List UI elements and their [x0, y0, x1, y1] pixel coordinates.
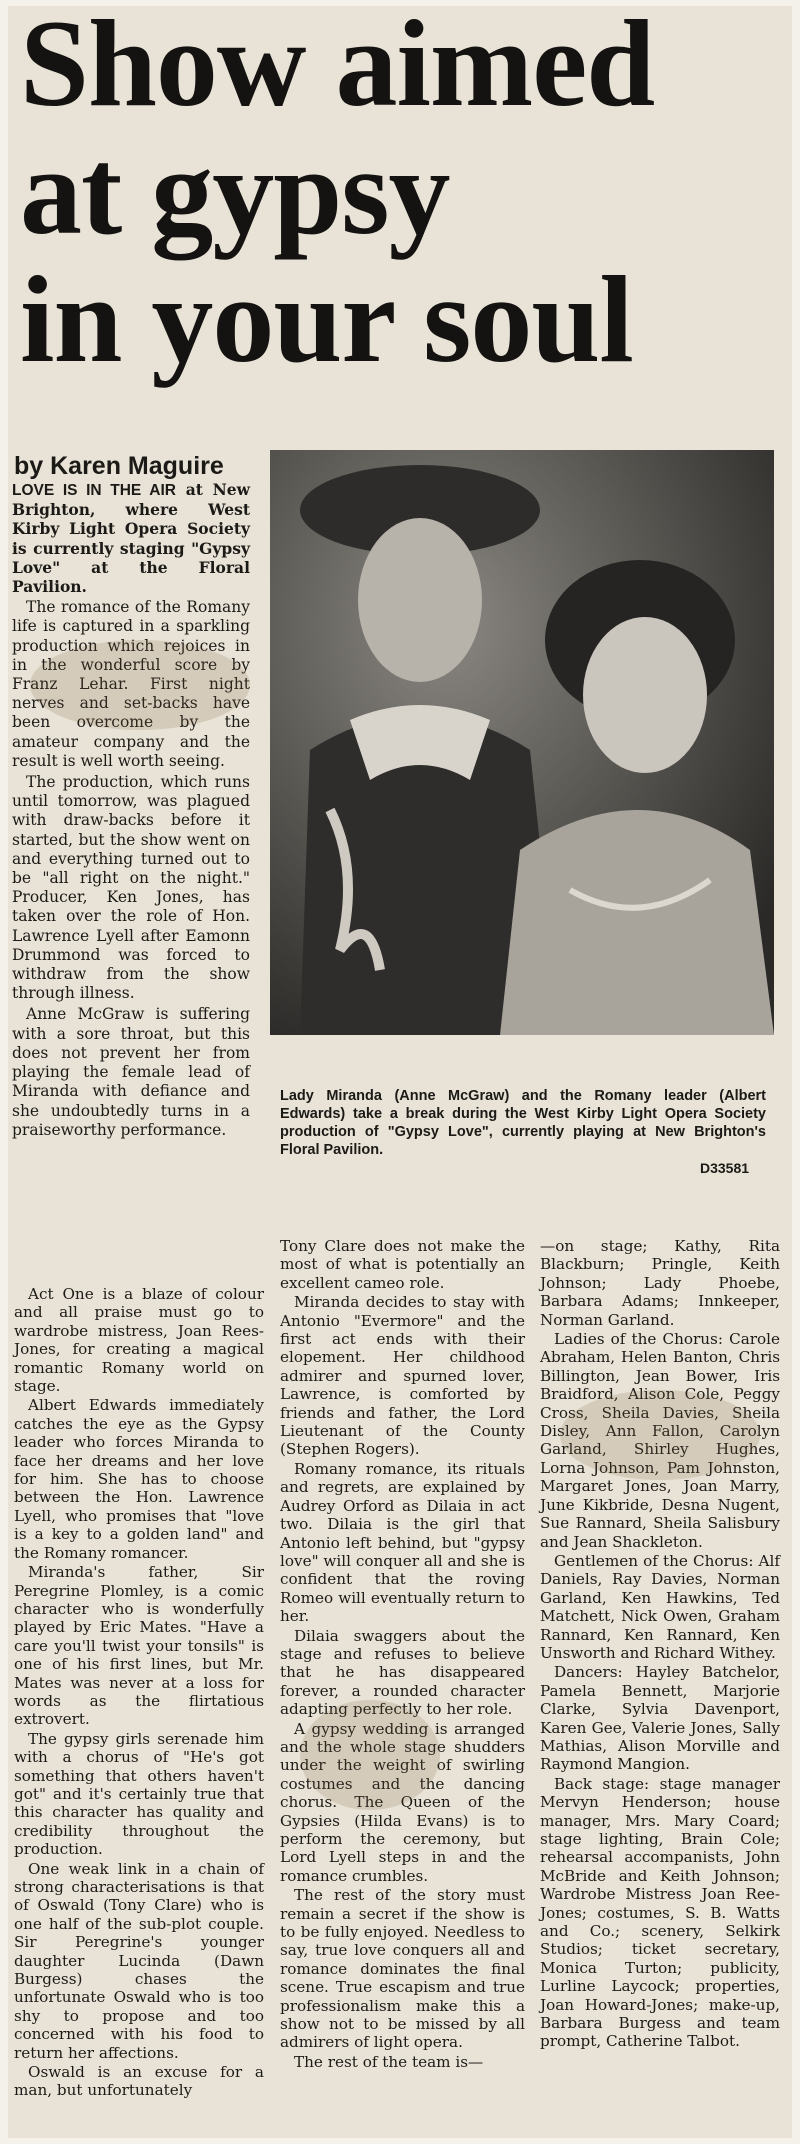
body-paragraph: Romany romance, its rituals and regrets, are explained by Audrey Orford as Dilaia in act two. Dilaia is the girl that Antonio left behind, but "gypsy love" will conquer all and she is confident that the roving Romeo will eventually return to her.: [280, 1459, 525, 1626]
body-paragraph: Miranda decides to stay with Antonio "Evermore" and the first act ends with their elopement. Her childhood admirer and spurned lover, Lawrence, is comforted by friends and father, the Lord Lieutenant of the County (Stephen Rogers).: [280, 1293, 525, 1459]
photo-reference: D33581: [700, 1160, 750, 1176]
headline-line-3: in your soul: [20, 251, 633, 388]
byline: by Karen Maguire: [14, 452, 224, 480]
gentlemen-chorus-list: Gentlemen of the Chorus: Alf Daniels, Ray Davies, Norman Garland, Ken Hawkins, Ted Matchett, Nick Owen, Graham Rannard, Ken Rannard, Ken Unsworth and Richard Withey.: [540, 1551, 780, 1662]
body-paragraph: The rest of the team is—: [294, 2052, 484, 2071]
body-paragraph: Oswald is an excuse for a man, but unfortunately: [14, 2063, 264, 2100]
lead-paragraph: [12, 480, 250, 596]
press-photo: [270, 450, 774, 1035]
photo-illustration: [270, 450, 774, 1035]
cast-list: —on stage; Kathy, Rita Blackburn; Pringle, Keith Johnson; Lady Phoebe, Barbara Adams; Innkeeper, Norman Garland.: [540, 1237, 780, 1329]
headline-line-1: Show aimed: [20, 0, 655, 132]
intro-paragraph: Anne McGraw is suffering with a sore throat, but this does not prevent her from playing the female lead of Miranda with defiance and she undoubtedly turns in a praiseworthy performance.: [12, 1005, 250, 1139]
body-paragraph: The gypsy girls serenade him with a chorus of "He's got something that others haven't got" and it's certainly true that this character has quality and credibility throughout the production.: [14, 1729, 264, 1859]
headline-line-2: at gypsy: [20, 123, 450, 260]
body-paragraph: Tony Clare does not make the most of what is potentially an excellent cameo role.: [280, 1237, 525, 1292]
body-column-3: [540, 1237, 780, 2052]
headline: [20, 0, 785, 388]
ladies-chorus-list: Ladies of the Chorus: Carole Abraham, Helen Banton, Chris Billington, Jean Bower, Iris Braidford, Alison Cole, Peggy Cross, Sheila Davies, Sheila Disley, Ann Fallon, Carolyn Garland, Shirley Hughes, Lorna Johnson, Pam Johnston, Margaret Jones, Joan Marry, June Kikbride, Desna Nugent, Sue Rannard, Sheila Salisbury and Jean Shackleton.: [540, 1330, 780, 1551]
body-column-1: [14, 1285, 264, 2101]
body-paragraph: Albert Edwards immediately catches the eye as the Gypsy leader who forces Miranda to face her dreams and her love for him. She has to choose between the Hon. Lawrence Lyell, who promises that "love is a key to a golden land" and the Romany romancer.: [14, 1396, 264, 1562]
intro-column: [12, 480, 250, 1142]
intro-paragraph: The production, which runs until tomorrow, was plagued with draw-backs before it started, but the show went on and everything turned out to be "all right on the night." Producer, Ken Jones, has taken over the role of Hon. Lawrence Lyell after Eamonn Drummond was forced to withdraw from the show through illness.: [12, 773, 250, 1003]
lead-rest: at New Brighton, where West Kirby Light Opera Society is currently staging "Gypsy Love" at the Floral Pavilion.: [12, 480, 250, 597]
body-paragraph: Act One is a blaze of colour and all praise must go to wardrobe mistress, Joan Rees-Jones, for creating a magical romantic Romany world on stage.: [14, 1285, 264, 1396]
backstage-list: Back stage: stage manager Mervyn Henderson; house manager, Mrs. Mary Coard; stage lighting, Brain Cole; rehearsal accompanists, John McBride and Keith Johnson; Wardrobe Mistress Joan Ree-Jones; costumes, S. B. Watts and Co.; scenery, Selkirk Studios; ticket secretary, Monica Turton; publicity, Lurline Laycock; properties, Joan Howard-Jones; make-up, Barbara Burgess and team prompt, Catherine Talbot.: [540, 1774, 780, 2051]
body-paragraph: One weak link in a chain of strong characterisations is that of Oswald (Tony Clare) who is one half of the sub-plot couple. Sir Peregrine's younger daughter Lucinda (Dawn Burgess) chases the unfortunate Oswald who is too shy to propose and too concerned with his food to return her affections.: [14, 1859, 264, 2062]
photo-caption: Lady Miranda (Anne McGraw) and the Romany leader (Albert Edwards) take a break during the West Kirby Light Opera Society production of "Gypsy Love", currently playing at New Brighton's Floral Pavilion.: [280, 1088, 766, 1158]
body-paragraph: A gypsy wedding is arranged and the whole stage shudders under the weight of swirling costumes and the dancing chorus. The Queen of the Gypsies (Hilda Evans) is to perform the ceremony, but Lord Lyell steps in and the romance crumbles.: [280, 1719, 525, 1885]
intro-paragraph: The romance of the Romany life is captured in a sparkling production which rejoices in in the wonderful score by Franz Lehar. First night nerves and set-backs have been overcome by the amateur company and the result is well worth seeing.: [12, 598, 250, 770]
body-paragraph: The rest of the story must remain a secret if the show is to be fully enjoyed. Needless to say, true love conquers all and romance dominates the final scene. True escapism and true professionalism make this a show not to be missed by all admirers of light opera.: [280, 1886, 525, 2052]
body-paragraph: Miranda's father, Sir Peregrine Plomley, is a comic character who is wonderfully played by Eric Mates. "Have a care you'll twist your tonsils" is one of his first lines, but Mr. Mates was never at a loss for words as the flirtatious extrovert.: [14, 1563, 264, 1729]
lead-caps: LOVE IS IN THE AIR: [12, 482, 176, 499]
body-paragraph: Dilaia swaggers about the stage and refuses to believe that he has disappeared forever, a rounded character adapting perfectly to her role.: [280, 1626, 525, 1719]
body-column-2: [280, 1237, 525, 2072]
dancers-list: Dancers: Hayley Batchelor, Pamela Bennett, Marjorie Clarke, Sylvia Davenport, Karen Gee, Valerie Jones, Sally Mathias, Alison Morville and Raymond Mangion.: [540, 1663, 780, 1774]
